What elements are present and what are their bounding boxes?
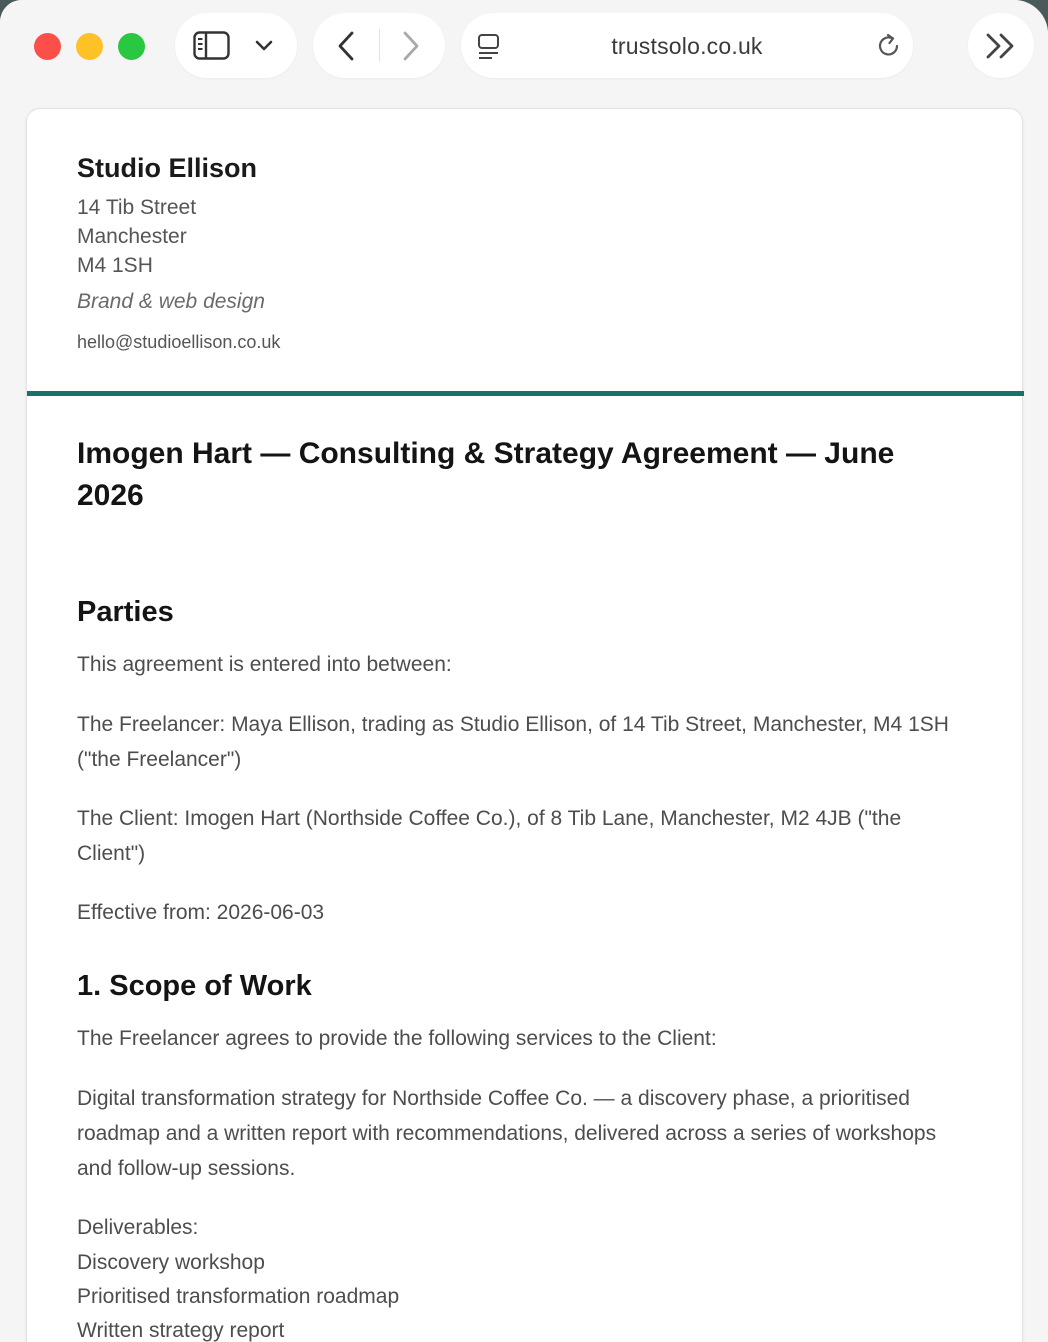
url-text[interactable]: trustsolo.co.uk bbox=[611, 33, 763, 59]
address-line-city: Manchester bbox=[77, 225, 187, 248]
navigation-group bbox=[313, 13, 445, 78]
reload-icon[interactable] bbox=[876, 33, 902, 59]
business-tagline: Brand & web design bbox=[77, 290, 265, 313]
business-name: Studio Ellison bbox=[77, 153, 257, 183]
freelancer-party: The Freelancer: Maya Ellison, trading as Studio Ellison, of 14 Tib Street, Manchester, M4 1SH ("the Freelancer") bbox=[77, 713, 949, 771]
nav-divider bbox=[379, 29, 380, 62]
zoom-window-button[interactable] bbox=[118, 33, 145, 60]
effective-date: Effective from: 2026-06-03 bbox=[77, 901, 325, 924]
document-title: Imogen Hart — Consulting & Strategy Agreement — June 2026 bbox=[77, 437, 895, 512]
chevron-down-icon[interactable] bbox=[255, 40, 273, 52]
deliverable-item: Discovery workshop bbox=[77, 1251, 265, 1274]
sidebar-toggle-group bbox=[175, 13, 297, 78]
browser-toolbar bbox=[0, 0, 1048, 94]
address-line-street: 14 Tib Street bbox=[77, 196, 197, 219]
letterhead-divider bbox=[27, 391, 1024, 396]
toolbar-overflow-button[interactable] bbox=[968, 13, 1034, 78]
parties-intro: This agreement is entered into between: bbox=[77, 653, 452, 676]
address-line-postcode: M4 1SH bbox=[77, 254, 153, 277]
deliverable-item: Prioritised transformation roadmap bbox=[77, 1285, 400, 1308]
scope-heading: 1. Scope of Work bbox=[77, 970, 312, 1002]
address-bar[interactable] bbox=[461, 13, 913, 78]
client-party: The Client: Imogen Hart (Northside Coffee Co.), of 8 Tib Lane, Manchester, M2 4JB ("the Client") bbox=[77, 807, 902, 865]
deliverable-item: Written strategy report bbox=[77, 1319, 285, 1342]
document-page bbox=[26, 108, 1023, 1342]
sidebar-icon[interactable] bbox=[193, 31, 230, 60]
scope-intro: The Freelancer agrees to provide the following services to the Client: bbox=[77, 1027, 717, 1050]
business-email: hello@studioellison.co.uk bbox=[77, 332, 281, 352]
scope-description: Digital transformation strategy for Northside Coffee Co. — a discovery phase, a prioritised roadmap and a written report with recommendations, delivered across a series of workshops and follow-up sessions. bbox=[77, 1087, 937, 1180]
minimize-window-button[interactable] bbox=[76, 33, 103, 60]
close-window-button[interactable] bbox=[34, 33, 61, 60]
forward-icon[interactable] bbox=[402, 31, 420, 61]
chevron-double-right-icon[interactable] bbox=[985, 32, 1017, 60]
parties-heading: Parties bbox=[77, 596, 174, 628]
back-icon[interactable] bbox=[337, 31, 355, 61]
deliverables-label: Deliverables: bbox=[77, 1216, 199, 1239]
